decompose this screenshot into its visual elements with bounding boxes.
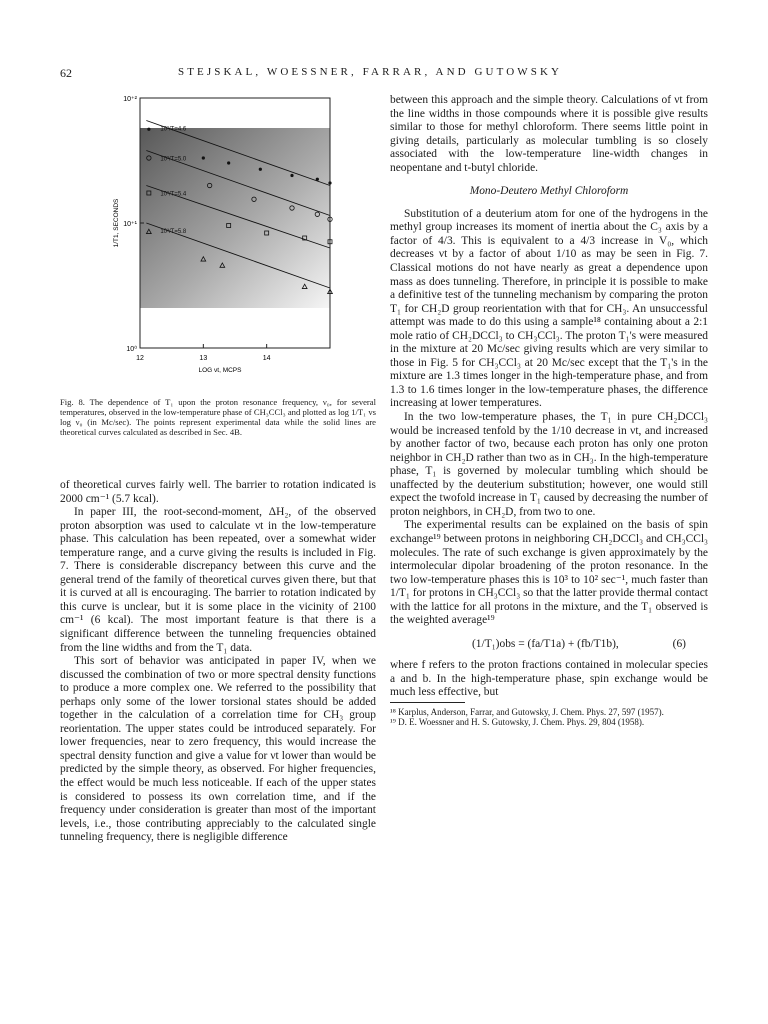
left-paragraph-2: In paper III, the root-second-moment, ΔH₂, of the observed proton absorption was used to calculate νt in the low-temperature phase. This calculation has been repeated, over a somewhat wider temperature range, and a curve giving the results is included in Fig. 7. There is considerable discrepancy between this curve and the general trend of the family of theoretical curves given there, but that it is curved at all is encouraging. The barrier to rotation indicated by this curve is unclear, but it is some place in the vicinity of 2100 cm⁻¹ (6 kcal). The most important feature is that there is a significant difference between the tunneling frequencies obtained from the line widths and from the T₁ data.: [60, 506, 376, 654]
curve-label-2: 10³/T=5.0: [160, 156, 187, 163]
figure-8-chart: [100, 88, 370, 388]
equation-number: (6): [672, 637, 686, 650]
curve-label-3: 10³/T=5.4: [160, 191, 187, 198]
right-paragraph-3: In the two low-temperature phases, the T₁ in pure CH₂DCCl₃ would be increased tenfold by the 1/10 decrease in νt, and increased by another factor of two, because each proton has only one proton neighbor in CH₂D rather than two as in CH₃. In the high-temperature phase, T₁ is governed by molecular tumbling which should be unaffected by the deuterium substitution; however, one would still expect the twofold increase in T₁ caused by decreasing the number of proton neighbors, in CH₂D, from two to one.: [390, 411, 708, 518]
chart-svg: [100, 88, 370, 388]
y-tick-label: 10⁺²: [123, 96, 137, 103]
data-point: [316, 178, 319, 181]
equation-6: [390, 628, 708, 660]
left-column: [60, 479, 376, 845]
footnote-19: ¹⁹ D. E. Woessner and H. S. Gutowsky, J. Chem. Phys. 29, 804 (1958).: [390, 717, 645, 728]
page-number: 62: [60, 66, 72, 80]
data-point: [147, 128, 150, 131]
figure-shading: [140, 128, 330, 308]
left-paragraph-1: of theoretical curves fairly well. The barrier to rotation indicated is 2000 cm⁻¹ (5.7 kcal).: [60, 479, 376, 505]
right-paragraph-2: Substitution of a deuterium atom for one of the hydrogens in the methyl group increases its moment of inertia about the C₃ axis by a factor of 4/3. This is equivalent to a 4/3 increase in V₀, which decreases νt by a factor of about 1/10 as may be seen in Fig. 7. Classical motions do not have nearly as great a dependence upon mass as does tunneling. Therefore, in principle it is possible to make a definitive test of the tunneling mechanism by comparing the proton T₁ for CH₂D group reorientation with that for CH₃. An unsuccessful attempt was made to do this using a sample¹⁸ containing about a 2:1 mole ratio of CH₂DCCl₃ to CH₃CCl₃. The proton T₁'s were measured in the mixture at 20 Mc/sec giving results which are very similar to those in Fig. 5 for CH₃CCl₃ at 20 Mc/sec except that the T₁'s in the mixture are 1.3 times longer in the high-temperature phase, and from 1.3 to 1.6 times longer in the low-temperature phases, the difference increasing at lower temperatures.: [390, 207, 708, 410]
right-paragraph-4: The experimental results can be explained on the basis of spin exchange¹⁹ between protons in neighboring CH₂DCCl₃ and CH₃CCl₃ molecules. The rate of such exchange is given approximately by the intermolecular dipolar broadening of the proton resonance. In the two low-temperature phases this is 10³ to 10² sec⁻¹, much faster than 1/T₁ for protons in CH₃CCl₃ so that the latter provide thermal contact with the lattice for all protons in the mixture, and the T₁ observed is the weighted average¹⁹: [390, 519, 708, 627]
data-point: [290, 174, 293, 177]
y-axis-label: 1/T1, SECONDS: [113, 198, 120, 248]
x-tick-label: 12: [136, 355, 144, 362]
right-column: [390, 94, 708, 728]
left-paragraph-3: This sort of behavior was anticipated in paper IV, when we discussed the combination of two or more spectral density functions to produce a more complex one. We referred to the possibility that perhaps only some of the lower torsional states should be added together in the calculation of a correlation time for CH₃ group reorientation. The upper states could be introduced separately. For lower frequencies, near to zero frequency, this would increase the spectral density function and give a value for νt lower than would be predicted by the simple theory, as observed. For higher frequencies, the effect would be much less noticeable. If each of the upper states is considered to possess its own correlation time, and if the frequency under consideration is greater than most of the important levels, i.e., those contributing appreciably to the calculated single tunneling frequency, there is negligible difference: [60, 655, 376, 844]
curve-label-4: 10³/T=5.8: [160, 229, 187, 235]
section-title: Mono-Deutero Methyl Chloroform: [469, 185, 629, 198]
figure-caption: Fig. 8. The dependence of T₁ upon the proton resonance frequency, ν₀, for several temperatures, observed in the low-temperature phase of CH₃CCl₃ and plotted as log 1/T₁ vs log ν₀ (in Mc/sec). The points represent experimental data while the solid lines are theoretical curves calculated as described in Sec. 4B.: [60, 397, 376, 437]
y-tick-label: 10⁰: [126, 346, 137, 353]
data-point: [328, 181, 331, 184]
footnote-18: ¹⁸ Karplus, Anderson, Farrar, and Gutowsky, J. Chem. Phys. 27, 597 (1957).: [390, 706, 664, 717]
right-paragraph-1: between this approach and the simple theory. Calculations of νt from the line widths in those compounds where it is possible give results similar to those for methyl chloroform. There seems little point in giving details, particularly as molecular tumbling is so closely associated with the low-temperature line-width changes in neopentane and t-butyl chloride.: [390, 94, 708, 174]
x-axis-label: LOG νt, MCPS: [198, 367, 242, 374]
data-point: [259, 168, 262, 171]
x-tick-label: 13: [199, 355, 208, 362]
data-point: [202, 156, 205, 159]
running-header-authors: STEJSKAL, WOESSNER, FARRAR, AND GUTOWSKY: [178, 66, 563, 78]
footnote-rule: [390, 702, 465, 703]
equation-body: (1/T₁)obs = (fa/T1a) + (fb/T1b),: [472, 637, 619, 650]
x-tick-label: 14: [262, 355, 271, 362]
curve-label-1: 10³/T=4.6: [160, 126, 187, 133]
data-point: [227, 161, 230, 164]
right-paragraph-5: where f refers to the proton fractions contained in molecular species a and b. In the high-temperature phase, spin exchange would be much less effective, but: [390, 659, 708, 699]
y-tick-label: 10⁺¹: [123, 221, 137, 228]
